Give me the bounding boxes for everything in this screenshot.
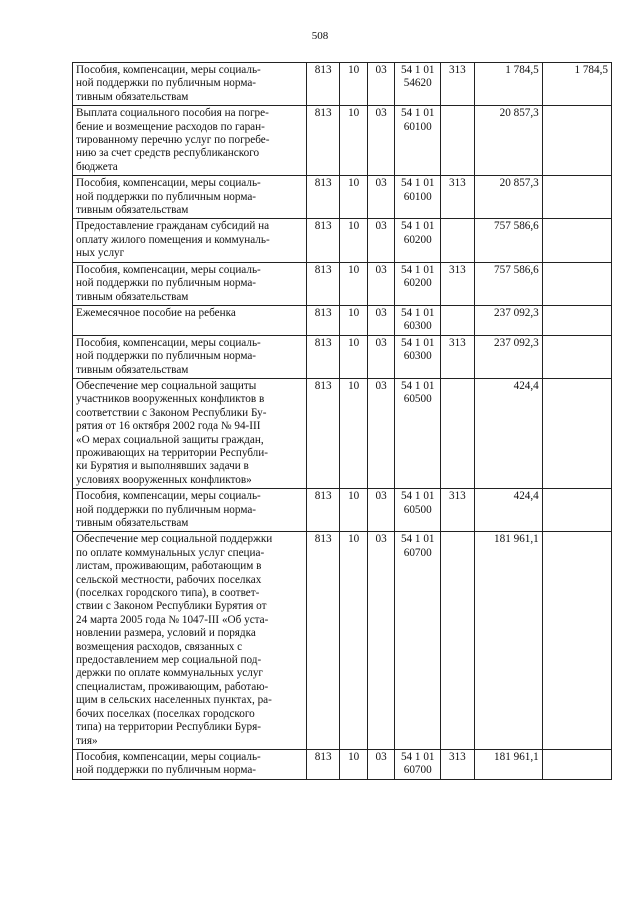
row-name-cell — [73, 335, 307, 378]
target-article-line: 60300 — [403, 320, 432, 333]
section-code-cell: 10 — [340, 106, 367, 176]
subsection-code-cell: 03 — [367, 219, 394, 262]
row-name-line: Пособия, компенсации, меры социаль- — [76, 64, 261, 76]
subsection-code-cell: 03 — [367, 262, 394, 305]
section-code-cell: 10 — [340, 176, 367, 219]
row-name-line: условиях вооруженных конфликтов» — [76, 473, 252, 486]
row-name-line: Выплата социального пособия на погре- — [76, 107, 269, 120]
row-name-line: ных услуг — [76, 247, 125, 260]
row-name-line: бение и возмещение расходов по гаран- — [76, 120, 265, 133]
target-article-line: 60500 — [403, 503, 432, 516]
row-name-line: тивным обязательствам — [76, 204, 189, 217]
row-name-cell — [73, 219, 307, 262]
target-article-line: 54 1 01 — [400, 379, 435, 392]
target-article-line: 60200 — [403, 277, 432, 290]
admin-code-cell: 813 — [306, 176, 340, 219]
target-article-cell — [395, 219, 441, 262]
admin-code-cell: 813 — [306, 106, 340, 176]
admin-code-cell: 813 — [306, 63, 340, 106]
expense-type-cell: 313 — [441, 262, 475, 305]
expense-type-cell: 313 — [441, 749, 475, 779]
target-article-cell — [395, 378, 441, 488]
row-name-line: Пособия, компенсации, меры социаль- — [76, 263, 261, 276]
table-row — [73, 749, 612, 779]
subsection-code-cell: 03 — [367, 749, 394, 779]
amount-extra-cell — [542, 219, 611, 262]
row-name-line: предоставлением мер социальной под- — [76, 654, 262, 667]
target-article-line: 60300 — [403, 350, 432, 363]
amount-extra-cell — [542, 749, 611, 779]
row-name-line: Ежемесячное пособие на ребенка — [76, 306, 236, 319]
row-name-line: тивным обязательствам — [76, 363, 189, 376]
row-name-line: Обеспечение мер социальной защиты — [76, 379, 257, 392]
subsection-code-cell: 03 — [367, 335, 394, 378]
expense-type-cell — [441, 219, 475, 262]
amount-cell: 181 961,1 — [474, 749, 542, 779]
section-code-cell: 10 — [340, 305, 367, 335]
row-name-line: ной поддержки по публичным норма- — [76, 764, 257, 777]
row-name-line: Пособия, компенсации, меры социаль- — [76, 336, 261, 349]
row-name-line: проживающих на территории Республи- — [76, 446, 268, 459]
row-name-cell — [73, 262, 307, 305]
row-name-line: (поселках городского типа), в соответ- — [76, 587, 260, 600]
row-name-line: ствии с Законом Республики Бурятия от — [76, 600, 267, 613]
row-name-line: оплату жилого помещения и коммуналь- — [76, 233, 270, 246]
row-name-line: держки по оплате коммунальных услуг — [76, 667, 264, 680]
expense-type-cell: 313 — [441, 63, 475, 106]
subsection-code-cell: 03 — [367, 378, 394, 488]
target-article-line: 60700 — [403, 764, 432, 777]
section-code-cell: 10 — [340, 532, 367, 750]
row-name-line: листам, проживающим, работающим в — [76, 560, 262, 573]
target-article-cell — [395, 489, 441, 532]
expense-type-cell: 313 — [441, 489, 475, 532]
row-name-line: ки Бурятия и выполнявших задачи в — [76, 460, 249, 473]
expense-type-cell — [441, 378, 475, 488]
target-article-line: 54 1 01 — [400, 220, 435, 233]
section-code-cell: 10 — [340, 219, 367, 262]
target-article-line: 60500 — [403, 393, 432, 406]
row-name-line: тия» — [76, 734, 98, 747]
target-article-line: 54 1 01 — [400, 533, 435, 546]
row-name-line: «О мерах социальной защиты граждан, — [76, 433, 264, 446]
table-row — [73, 305, 612, 335]
expense-type-cell: 313 — [441, 176, 475, 219]
target-article-cell — [395, 335, 441, 378]
target-article-line: 60100 — [403, 190, 432, 203]
target-article-cell — [395, 106, 441, 176]
target-article-cell — [395, 532, 441, 750]
row-name-line: бюджета — [76, 160, 118, 173]
budget-table-body — [73, 63, 612, 780]
table-row — [73, 489, 612, 532]
row-name-line: по оплате коммунальных услуг специа- — [76, 546, 265, 559]
target-article-line: 54 1 01 — [400, 263, 435, 276]
subsection-code-cell: 03 — [367, 106, 394, 176]
row-name-line: тивным обязательствам — [76, 517, 189, 529]
admin-code-cell: 813 — [306, 305, 340, 335]
row-name-line: новлении размера, условий и порядка — [76, 627, 256, 640]
table-row — [73, 219, 612, 262]
subsection-code-cell: 03 — [367, 305, 394, 335]
target-article-cell — [395, 262, 441, 305]
expense-type-cell — [441, 532, 475, 750]
admin-code-cell: 813 — [306, 749, 340, 779]
amount-extra-cell — [542, 262, 611, 305]
row-name-line: 24 марта 2005 года № 1047-III «Об уста- — [76, 613, 269, 626]
row-name-line: бочих поселках (поселках городского — [76, 707, 255, 720]
target-article-line: 54 1 01 — [400, 64, 435, 76]
row-name-cell — [73, 378, 307, 488]
subsection-code-cell: 03 — [367, 63, 394, 106]
target-article-line: 54 1 01 — [400, 750, 435, 763]
section-code-cell: 10 — [340, 749, 367, 779]
row-name-line: Пособия, компенсации, меры социаль- — [76, 177, 261, 190]
row-name-line: Предоставление гражданам субсидий на — [76, 220, 270, 233]
admin-code-cell: 813 — [306, 378, 340, 488]
subsection-code-cell: 03 — [367, 489, 394, 532]
target-article-line: 54 1 01 — [400, 306, 435, 319]
amount-cell: 757 586,6 — [474, 262, 542, 305]
amount-extra-cell — [542, 335, 611, 378]
row-name-cell — [73, 176, 307, 219]
table-row — [73, 532, 612, 750]
section-code-cell: 10 — [340, 335, 367, 378]
row-name-cell — [73, 489, 307, 532]
row-name-line: щим в сельских населенных пунктах, ра- — [76, 694, 272, 707]
row-name-cell — [73, 749, 307, 779]
row-name-line: рятия от 16 октября 2002 года № 94-III — [76, 420, 261, 433]
section-code-cell: 10 — [340, 489, 367, 532]
amount-cell: 20 857,3 — [474, 106, 542, 176]
row-name-line: Пособия, компенсации, меры социаль- — [76, 750, 261, 763]
amount-extra-cell — [542, 532, 611, 750]
admin-code-cell: 813 — [306, 219, 340, 262]
amount-extra-cell — [542, 489, 611, 532]
row-name-line: ной поддержки по публичным норма- — [76, 350, 257, 363]
amount-cell: 181 961,1 — [474, 532, 542, 750]
page-number: 508 — [311, 30, 329, 42]
amount-extra-cell — [542, 106, 611, 176]
amount-extra-cell — [542, 305, 611, 335]
table-row — [73, 262, 612, 305]
amount-cell: 424,4 — [474, 378, 542, 488]
row-name-line: специалистам, проживающим, работаю- — [76, 680, 269, 693]
section-code-cell: 10 — [340, 63, 367, 106]
target-article-line: 54 1 01 — [400, 490, 435, 503]
target-article-line: 54 1 01 — [400, 177, 435, 190]
amount-cell: 20 857,3 — [474, 176, 542, 219]
row-name-line: тивным обязательствам — [76, 90, 189, 103]
table-row — [73, 106, 612, 176]
table-row — [73, 335, 612, 378]
amount-extra-cell — [542, 378, 611, 488]
row-name-line: участников вооруженных конфликтов в — [76, 393, 265, 406]
target-article-cell — [395, 176, 441, 219]
target-article-line: 60700 — [403, 546, 432, 559]
amount-cell: 237 092,3 — [474, 305, 542, 335]
amount-cell: 757 586,6 — [474, 219, 542, 262]
amount-cell: 237 092,3 — [474, 335, 542, 378]
row-name-line: ной поддержки по публичным норма- — [76, 190, 257, 203]
row-name-line: ной поддержки по публичным норма- — [76, 77, 257, 90]
row-name-line: нию за счет средств республиканского — [76, 147, 260, 160]
row-name-line: тированному перечню услуг по погребе- — [76, 134, 270, 147]
row-name-cell — [73, 532, 307, 750]
amount-extra-cell — [542, 176, 611, 219]
row-name-line: Пособия, компенсации, меры социаль- — [76, 490, 261, 503]
target-article-line: 54 1 01 — [400, 336, 435, 349]
target-article-cell — [395, 749, 441, 779]
admin-code-cell: 813 — [306, 532, 340, 750]
row-name-line: соответствии с Законом Республики Бу- — [76, 406, 267, 419]
table-row — [73, 176, 612, 219]
row-name-line: возмещения расходов, связанных с — [76, 640, 243, 653]
row-name-line: тивным обязательствам — [76, 290, 189, 303]
target-article-line: 54620 — [403, 77, 432, 90]
target-article-cell — [395, 63, 441, 106]
row-name-line: ной поддержки по публичным норма- — [76, 277, 257, 290]
row-name-cell — [73, 106, 307, 176]
subsection-code-cell: 03 — [367, 532, 394, 750]
expense-type-cell — [441, 106, 475, 176]
admin-code-cell: 813 — [306, 335, 340, 378]
budget-table — [72, 62, 612, 780]
subsection-code-cell: 03 — [367, 176, 394, 219]
row-name-line: Обеспечение мер социальной поддержки — [76, 533, 273, 546]
target-article-line: 60200 — [403, 233, 432, 246]
row-name-cell — [73, 63, 307, 106]
target-article-cell — [395, 305, 441, 335]
amount-cell: 1 784,5 — [474, 63, 542, 106]
table-row — [73, 63, 612, 106]
amount-extra-cell: 1 784,5 — [542, 63, 611, 106]
expense-type-cell — [441, 305, 475, 335]
row-name-line: сельской местности, рабочих поселках — [76, 573, 262, 586]
target-article-line: 54 1 01 — [400, 107, 435, 120]
row-name-cell — [73, 305, 307, 335]
table-row — [73, 378, 612, 488]
admin-code-cell: 813 — [306, 262, 340, 305]
target-article-line: 60100 — [403, 120, 432, 133]
amount-cell: 424,4 — [474, 489, 542, 532]
row-name-line: типа) на территории Республики Буря- — [76, 721, 261, 734]
section-code-cell: 10 — [340, 262, 367, 305]
admin-code-cell: 813 — [306, 489, 340, 532]
expense-type-cell: 313 — [441, 335, 475, 378]
section-code-cell: 10 — [340, 378, 367, 488]
row-name-line: ной поддержки по публичным норма- — [76, 503, 257, 516]
